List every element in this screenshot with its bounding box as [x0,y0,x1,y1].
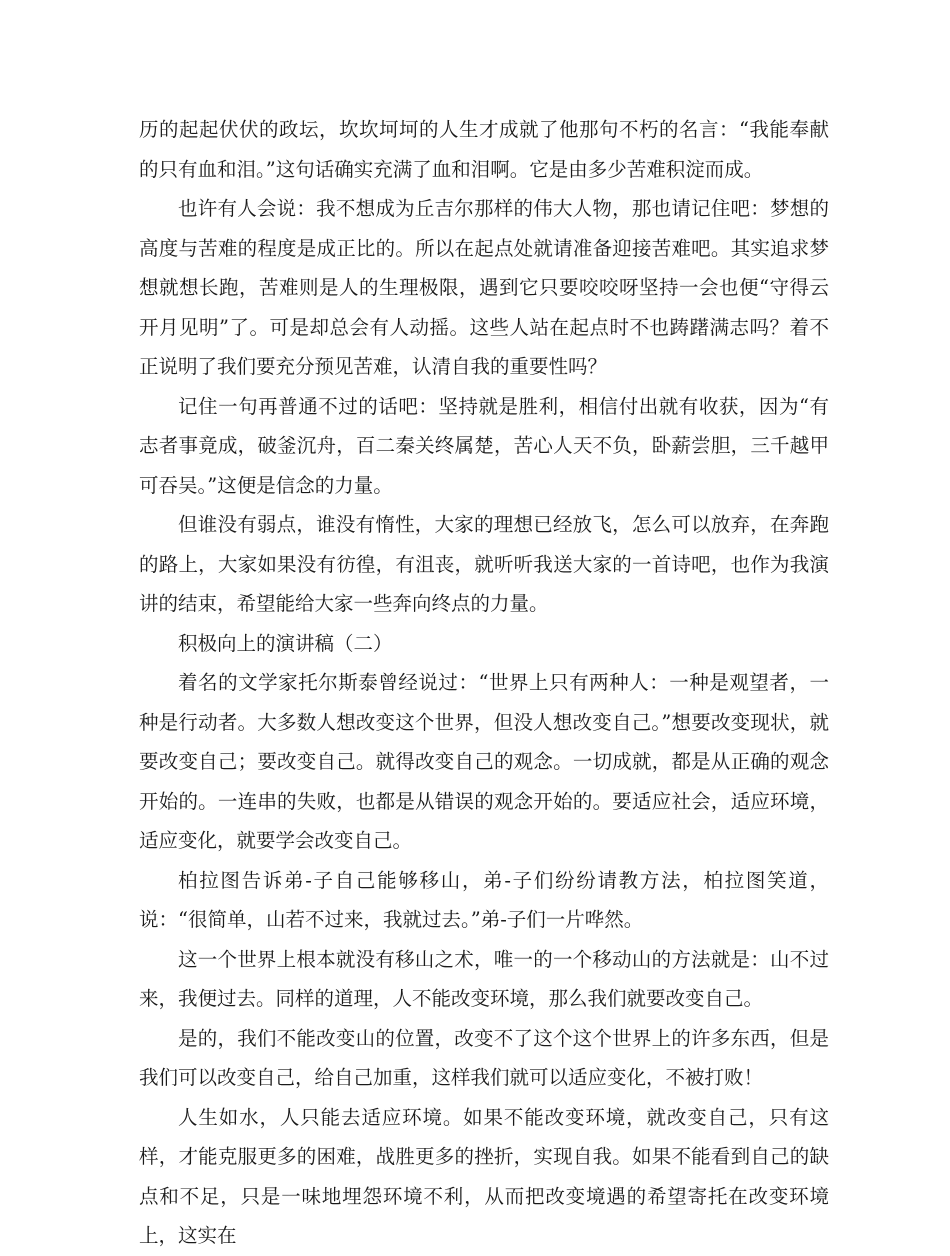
paragraph: 这一个世界上根本就没有移山之术，唯一的一个移动山的方法就是：山不过来，我便过去。同样的道理，人不能改变环境，那么我们就要改变自己。 [139,947,829,1010]
paragraph-continuation: 历的起起伏伏的政坛，坎坎坷坷的人生才成就了他那句不朽的名言：“我能奉献的只有血和泪。”这句话确实充满了血和泪啊。它是由多少苦难积淀而成。 [139,118,829,181]
paragraph: 记住一句再普通不过的话吧：坚持就是胜利，相信付出就有收获，因为“有志者事竟成，破釜沉舟，百二秦关终属楚，苦心人天不负，卧薪尝胆，三千越甲可吞吴。”这便是信念的力量。 [139,394,829,497]
paragraph: 着名的文学家托尔斯泰曾经说过：“世界上只有两种人：一种是观望者，一种是行动者。大多数人想改变这个世界，但没人想改变自己。”想要改变现状，就要改变自己；要改变自己。就得改变自己的观念。一切成就，都是从正确的观念开始的。一连串的失败，也都是从错误的观念开始的。要适应社会，适应环境，适应变化，就要学会改变自己。 [139,671,829,852]
paragraph: 也许有人会说：我不想成为丘吉尔那样的伟大人物，那也请记住吧：梦想的高度与苦难的程度是成正比的。所以在起点处就请准备迎接苦难吧。其实追求梦想就想长跑，苦难则是人的生理极限，遇到它只要咬咬呀坚持一会也便“守得云开月见明”了。可是却总会有人动摇。这些人站在起点时不也踌躇满志吗？着不正说明了我们要充分预见苦难，认清自我的重要性吗？ [139,197,829,378]
document-body [139,110,829,1256]
section-heading: 积极向上的演讲稿（二） [178,631,393,655]
paragraph: 柏拉图告诉弟-子自己能够移山，弟-子们纷纷请教方法，柏拉图笑道，说：“很简单，山若不过来，我就过去。”弟-子们一片哗然。 [139,868,829,931]
paragraph: 但谁没有弱点，谁没有惰性，大家的理想已经放飞，怎么可以放弃，在奔跑的路上，大家如果没有彷徨，有沮丧，就听听我送大家的一首诗吧，也作为我演讲的结束，希望能给大家一些奔向终点的力量。 [139,513,829,615]
paragraph: 人生如水，人只能去适应环境。如果不能改变环境，就改变自己，只有这样，才能克服更多的困难，战胜更多的挫折，实现自我。如果不能看到自己的缺点和不足，只是一味地埋怨环境不利，从而把改变境遇的希望寄托在改变环境上，这实在 [139,1105,829,1247]
paragraph: 是的，我们不能改变山的位置，改变不了这个这个世界上的许多东西，但是我们可以改变自己，给自己加重，这样我们就可以适应变化，不被打败！ [139,1026,829,1089]
